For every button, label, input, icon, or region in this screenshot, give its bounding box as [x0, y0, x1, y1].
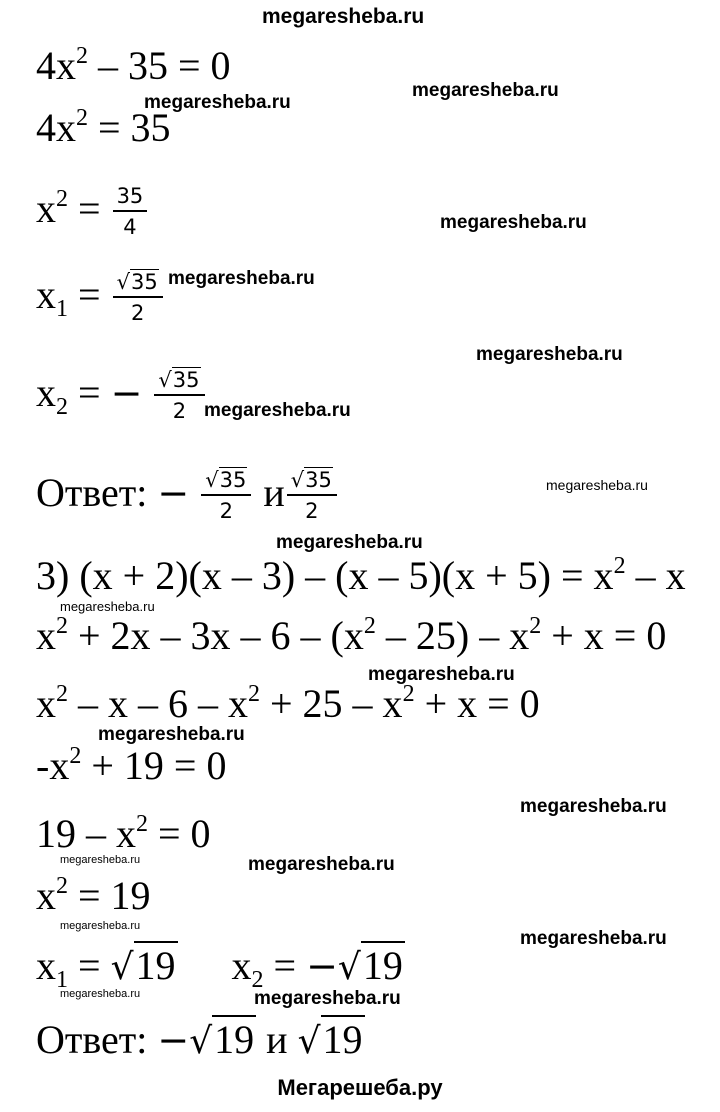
sqrt-icon: √: [205, 468, 219, 492]
watermark: megaresheba.ru: [520, 796, 667, 817]
fraction: $\frac{√35}{2}$: [113, 270, 163, 324]
watermark: megaresheba.ru: [144, 92, 291, 113]
equation-line-1: $4x^2 - 35 = 0$: [36, 43, 231, 88]
equation-line-5: $x_2$ = − $\frac{√35}{2}$: [36, 370, 207, 424]
watermark: megaresheba.ru: [168, 268, 315, 289]
watermark: megaresheba.ru: [440, 212, 587, 233]
watermark: megaresheba.ru: [412, 80, 559, 101]
watermark: megaresheba.ru: [276, 532, 423, 553]
watermark: megaresheba.ru: [98, 724, 245, 745]
equation-line-13: $x_1 = √19$ $x_2 = -√19$: [36, 943, 403, 993]
answer-line-1: Ответ: − $\frac{√35}{2}$ и $\frac{√35}{2}$: [36, 470, 339, 524]
fraction: $\frac{√35}{2}$: [201, 468, 251, 522]
equation-line-4: $x_1$ = $\frac{√35}{2}$: [36, 272, 165, 326]
watermark: megaresheba.ru: [60, 988, 141, 1000]
fraction: $\frac{35}{4}$: [113, 184, 148, 238]
sqrt-icon: √: [337, 947, 361, 988]
watermark: megaresheba.ru: [546, 477, 648, 493]
fraction: $\frac{√35}{2}$: [287, 468, 337, 522]
equation-line-2: $4x^2 = 35$: [36, 105, 171, 150]
watermark: megaresheba.ru: [368, 664, 515, 685]
equation-line-10: $-x^2 + 19 = 0$: [36, 743, 227, 788]
watermark: megaresheba.ru: [476, 344, 623, 365]
sqrt-icon: √: [189, 1021, 213, 1062]
watermark: megaresheba.ru: [248, 854, 395, 875]
equation-line-8: $x^2 + 2x - 3x - 6 - (x^2 - 25) - x^2 + x = 0$: [36, 613, 667, 658]
equation-line-12: $x^2 = 19$: [36, 873, 151, 918]
watermark: megaresheba.ru: [520, 928, 667, 949]
watermark: megaresheba.ru: [60, 599, 155, 614]
equation-line-11: $19 - x^2 = 0$: [36, 811, 211, 856]
sqrt-icon: √: [116, 270, 130, 294]
answer-line-2: Ответ: −√19 и √19: [36, 1017, 363, 1062]
equation-line-9: $x^2 - x - 6 - x^2 + 25 - x^2 + x = 0$: [36, 681, 540, 726]
sqrt-icon: √: [158, 368, 172, 392]
footer-brand: Мегарешеба.ру: [277, 1075, 443, 1100]
sqrt-icon: √: [290, 468, 305, 492]
sqrt-icon: √: [110, 947, 134, 988]
watermark: megaresheba.ru: [204, 400, 351, 421]
watermark: megaresheba.ru: [60, 920, 141, 932]
sqrt-icon: √: [297, 1021, 321, 1062]
watermark-top: megaresheba.ru: [262, 5, 425, 28]
fraction: $\frac{√35}{2}$: [154, 368, 204, 422]
watermark: megaresheba.ru: [254, 988, 401, 1009]
equation-line-7: 3) $(x + 2)(x - 3) - (x - 5)(x + 5) = x^2 - x$: [36, 553, 686, 598]
watermark: megaresheba.ru: [60, 854, 141, 866]
equation-line-3: $x^2$ = $\frac{35}{4}$: [36, 186, 149, 240]
